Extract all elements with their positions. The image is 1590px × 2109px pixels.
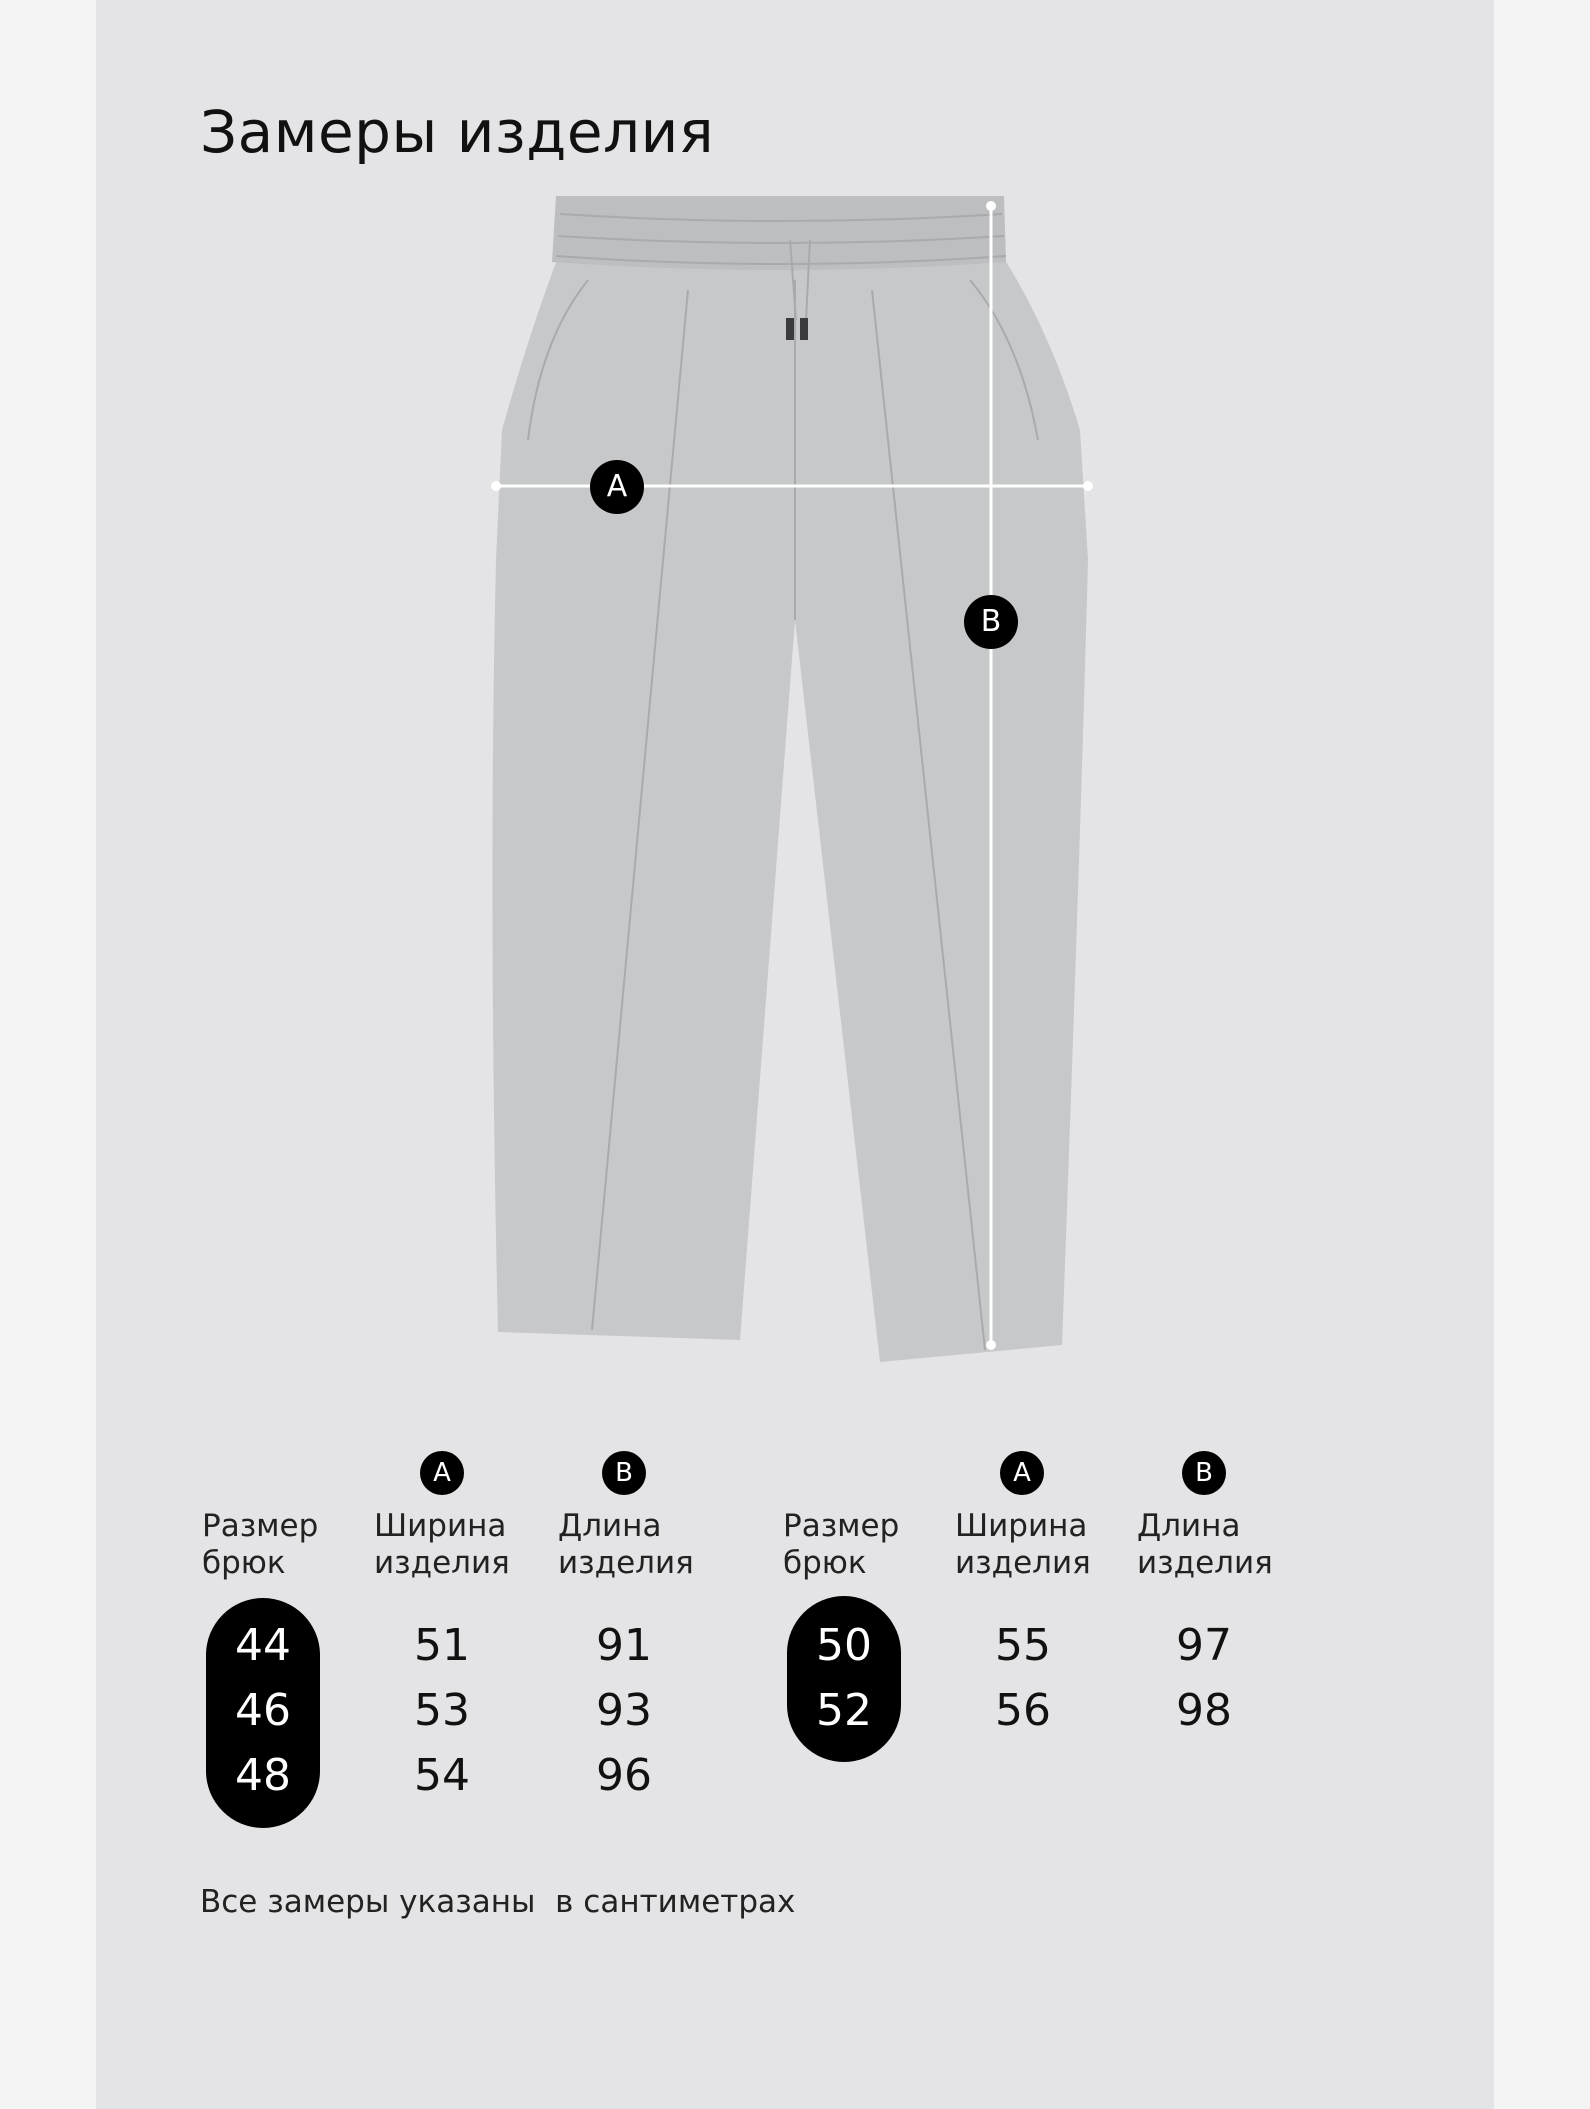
table2-header-width: Ширина изделия [955,1508,1091,1581]
table2-marker-a: A [1000,1451,1044,1495]
table1-width-2: 53 [414,1685,470,1736]
table1-header-length: Длина изделия [558,1508,694,1581]
table2-header-length: Длина изделия [1137,1508,1273,1581]
drawstring-tip-right [800,318,808,340]
marker-b-badge: B [964,595,1018,649]
table1-length-3: 96 [596,1750,652,1801]
page-title: Замеры изделия [200,98,715,166]
table1-marker-b: B [602,1451,646,1495]
units-note: Все замеры указаны в сантиметрах [200,1884,796,1920]
table1-size-1: 44 [235,1620,291,1671]
table1-header-width: Ширина изделия [374,1508,510,1581]
waistband [552,196,1006,270]
table2-marker-b: B [1182,1451,1226,1495]
marker-a-badge: A [590,460,644,514]
table1-header-size: Размер брюк [202,1508,319,1581]
table1-marker-a: A [420,1451,464,1495]
table2-header-size: Размер брюк [783,1508,900,1581]
table2-size-2: 52 [816,1685,872,1736]
table2-size-1: 50 [816,1620,872,1671]
drawstring-tip-left [786,318,794,340]
table2-width-2: 56 [995,1685,1051,1736]
table1-length-2: 93 [596,1685,652,1736]
table1-length-1: 91 [596,1620,652,1671]
table2-length-1: 97 [1176,1620,1232,1671]
table1-width-1: 51 [414,1620,470,1671]
table2-length-2: 98 [1176,1685,1232,1736]
pants-shape [492,200,1088,1362]
table1-size-3: 48 [235,1750,291,1801]
table1-width-3: 54 [414,1750,470,1801]
table2-width-1: 55 [995,1620,1051,1671]
table1-size-2: 46 [235,1685,291,1736]
